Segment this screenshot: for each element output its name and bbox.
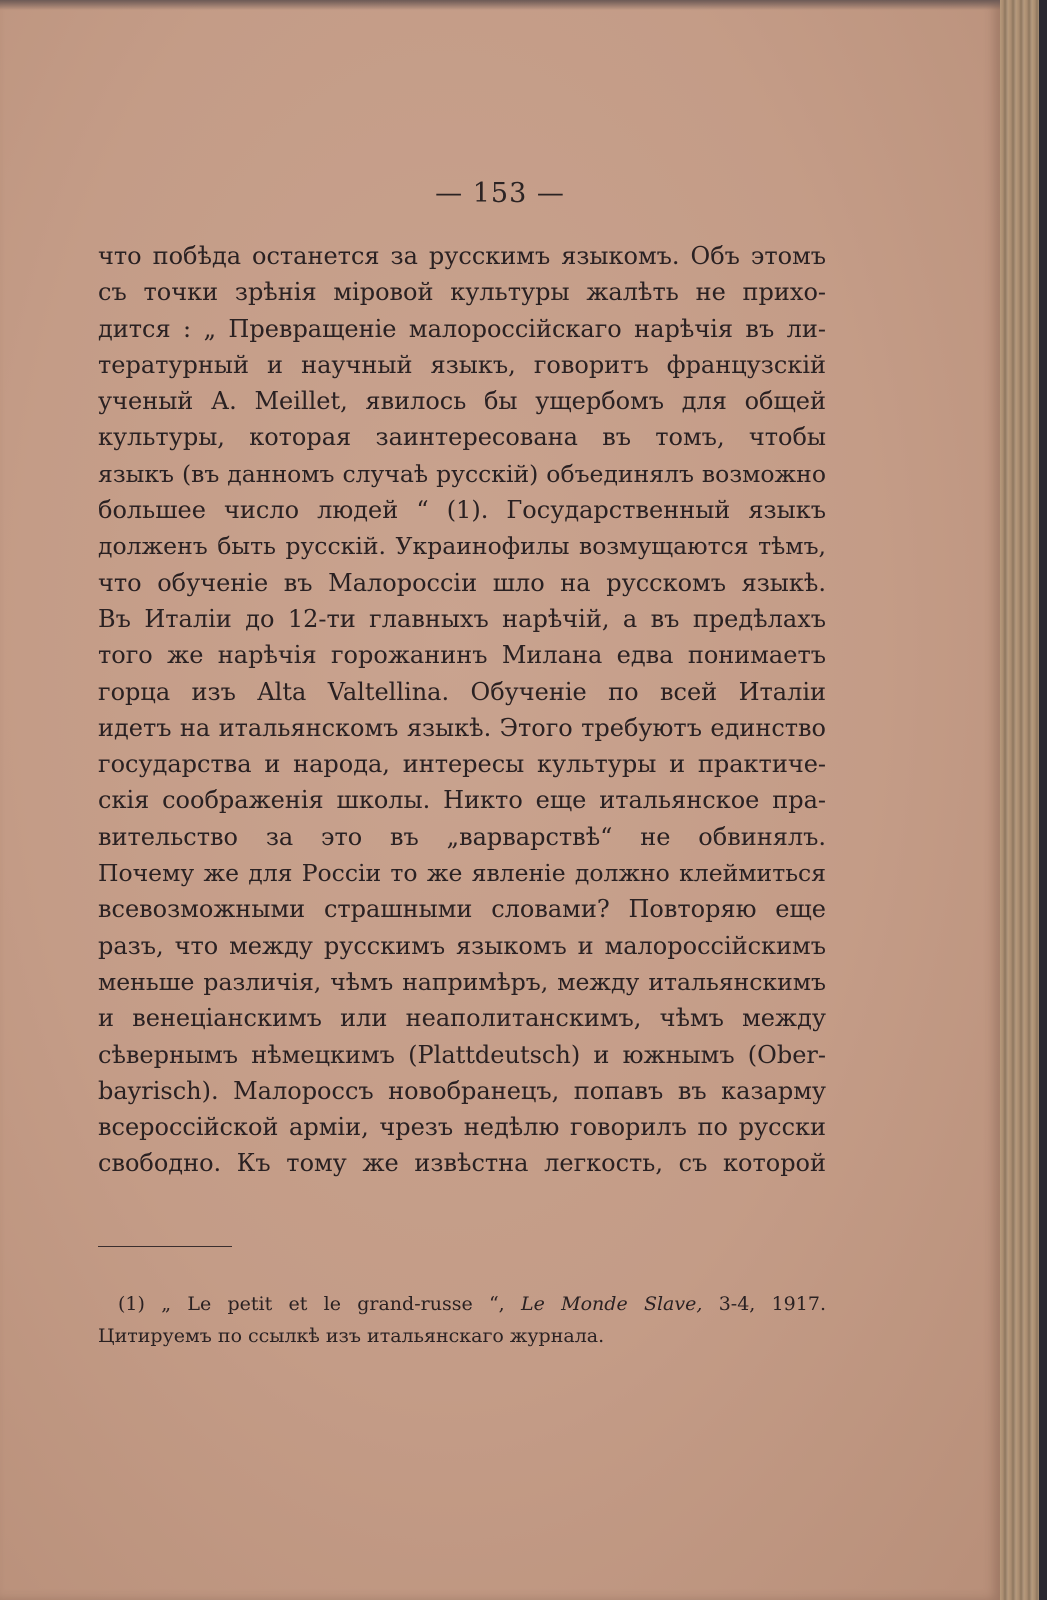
text-line: государства и народа, интересы культуры и практиче- (98, 750, 826, 779)
text-line: что обученіе въ Малороссіи шло на русскомъ языкѣ. (98, 568, 826, 597)
text-line: меньше различія, чѣмъ напримѣръ, между итальянскимъ (98, 967, 826, 996)
text-line: долженъ быть русскій. Украинофилы возмущаются тѣмъ, (98, 532, 826, 561)
text-line: горца изъ Alta Valtellina. Обученіе по всей Италіи (98, 677, 826, 706)
text-line: вительство за это въ „варварствѣ“ не обвинялъ. (98, 822, 826, 851)
text-line: культуры, которая заинтересована въ томъ, чтобы (98, 423, 826, 452)
text-line: что побѣда останется за русскимъ языкомъ. Объ этомъ (98, 242, 826, 270)
body-text (98, 238, 826, 1182)
text-line: свободно. Къ тому же извѣстна легкость, съ которой (98, 1149, 826, 1178)
footnote-marker: (1) (118, 1293, 145, 1315)
footnote-source-issue: 3-4, 1917. (718, 1293, 826, 1315)
text-line: всероссійской арміи, чрезъ недѣлю говорилъ по русски (98, 1113, 826, 1142)
text-line: тературный и научный языкъ, говоритъ французскій (98, 350, 826, 379)
footnote-note: Цитируемъ по ссылкѣ изъ итальянскаго журнала. (98, 1325, 605, 1347)
text-line: разъ, что между русскимъ языкомъ и малороссійскимъ (98, 931, 826, 960)
text-line: того же нарѣчія горожанинъ Милана едва понимаетъ (98, 641, 826, 670)
scanner-border (1039, 0, 1047, 1600)
footnote-quote: „ Le petit et le grand-russe “, (161, 1293, 505, 1315)
text-line: ученый А. Meillet, явилось бы ущербомъ для общей (98, 387, 826, 416)
text-line: bayrisch). Малороссъ новобранецъ, попавъ въ казарму (98, 1076, 826, 1105)
text-line: всевозможными страшными словами? Повторяю еще (98, 895, 826, 924)
footnote-source-title: Le Monde Slave, (521, 1293, 703, 1315)
footnote-citation (98, 1288, 826, 1320)
text-line: скія соображенія школы. Никто еще итальянское пра- (98, 786, 826, 815)
text-line: Въ Италіи до 12-ти главныхъ нарѣчій, а въ предѣлахъ (98, 604, 826, 633)
text-line: большее число людей “ (1). Государственный языкъ (98, 496, 826, 525)
text-line: съ точки зрѣнія міровой культуры жалѣть не прихо- (98, 278, 826, 307)
top-shadow (0, 0, 1000, 10)
text-line: Почему же для Россіи то же явленіе должно клеймиться (98, 859, 826, 888)
footnote-divider (98, 1246, 232, 1247)
text-line: языкъ (въ данномъ случаѣ русскій) объединялъ возможно (98, 459, 826, 488)
text-line: дится : „ Превращеніе малороссійскаго нарѣчія въ ли- (98, 314, 826, 343)
footnote (98, 1288, 826, 1352)
text-line: идетъ на итальянскомъ языкѣ. Этого требуютъ единство (98, 713, 826, 742)
text-line: сѣвернымъ нѣмецкимъ (Plattdeutsch) и южнымъ (Ober- (98, 1040, 826, 1069)
page-number: — 153 — (435, 178, 565, 209)
text-line: и венеціанскимъ или неаполитанскимъ, чѣмъ между (98, 1004, 826, 1033)
